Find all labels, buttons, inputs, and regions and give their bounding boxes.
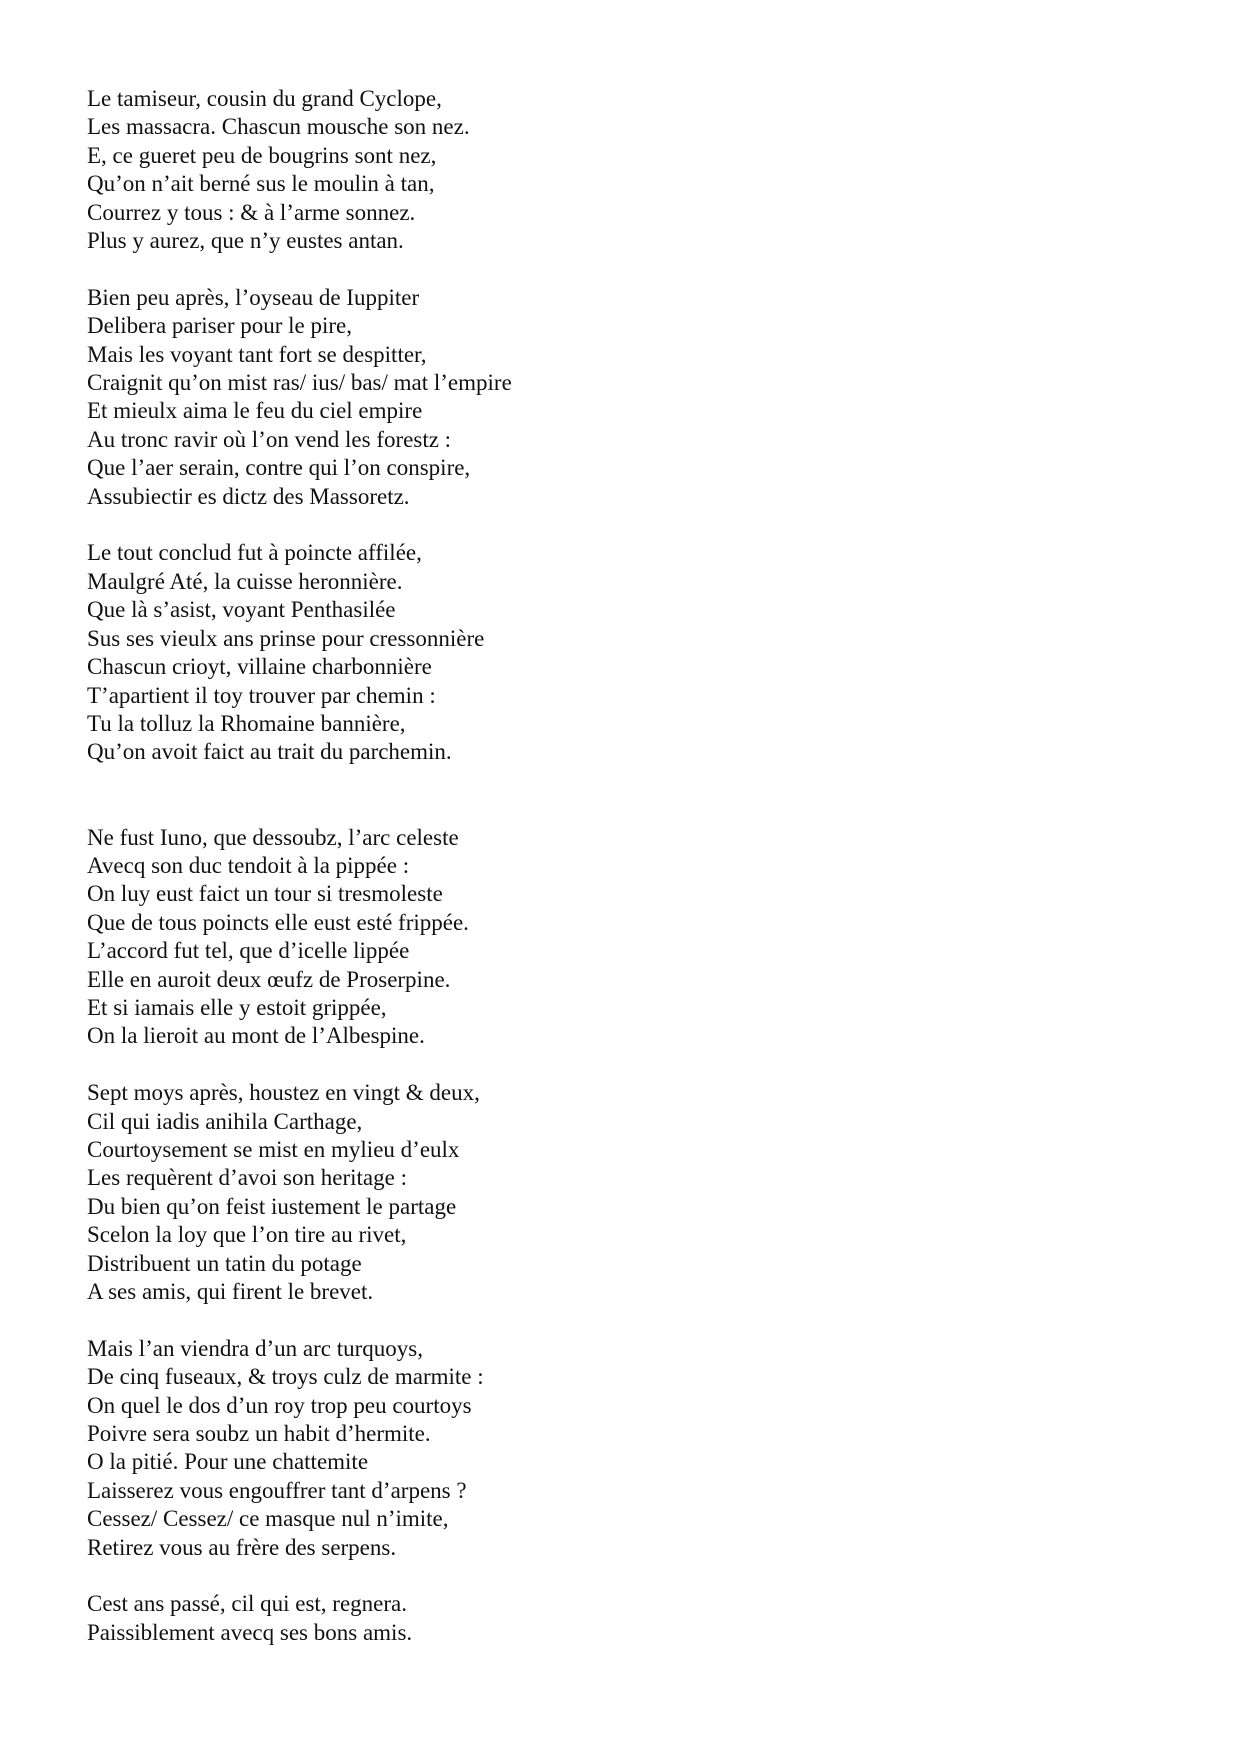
verse-line: On quel le dos d’un roy trop peu courtoys (87, 1392, 472, 1418)
verse-line: Mais l’an viendra d’un arc turquoys, (87, 1335, 423, 1361)
verse-line: Tu la tolluz la Rhomaine bannière, (87, 710, 406, 736)
verse-line: De cinq fuseaux, & troys culz de marmite : (87, 1364, 484, 1390)
verse-line: Distribuent un tatin du potage (87, 1250, 362, 1276)
verse-line: Courrez y tous : & à l’arme sonnez. (87, 199, 416, 225)
verse-line: T’apartient il toy trouver par chemin : (87, 682, 436, 708)
verse-line: Assubiectir es dictz des Massoretz. (87, 483, 410, 509)
stanza-4 (87, 824, 1167, 1051)
verse-line: Courtoysement se mist en mylieu d’eulx (87, 1136, 460, 1162)
verse-line: Qu’on n’ait berné sus le moulin à tan, (87, 171, 435, 197)
verse-line: Les requèrent d’avoi son heritage : (87, 1165, 407, 1191)
verse-line: Avecq son duc tendoit à la pippée : (87, 852, 410, 878)
verse-line: Cil qui iadis anihila Carthage, (87, 1108, 363, 1134)
stanza-1 (87, 85, 1167, 255)
verse-line: Maulgré Até, la cuisse heronnière. (87, 568, 403, 594)
verse-line: Le tamiseur, cousin du grand Cyclope, (87, 86, 442, 111)
verse-line: Elle en auroit deux œufz de Proserpine. (87, 966, 451, 992)
verse-line: Ne fust Iuno, que dessoubz, l’arc celeste (87, 824, 459, 850)
verse-line: Que de tous poincts elle eust esté frippée. (87, 909, 469, 935)
verse-line: On luy eust faict un tour si tresmoleste (87, 881, 443, 907)
verse-line: Qu’on avoit faict au trait du parchemin. (87, 739, 452, 765)
verse-line: Que l’aer serain, contre qui l’on conspire, (87, 455, 471, 481)
verse-line: E, ce gueret peu de bougrins sont nez, (87, 142, 437, 168)
verse-line: A ses amis, qui firent le brevet. (87, 1279, 374, 1304)
verse-line: Laisserez vous engouffrer tant d’arpens ? (87, 1477, 467, 1503)
verse-line: Le tout conclud fut à poincte affilée, (87, 540, 422, 566)
verse-line: Craignit qu’on mist ras/ ius/ bas/ mat l’empire (87, 370, 512, 396)
verse-line: Sus ses vieulx ans prinse pour cressonnière (87, 625, 485, 651)
poem-text (87, 85, 1167, 1676)
verse-line: Au tronc ravir où l’on vend les forestz : (87, 426, 452, 452)
stanza-7 (87, 1590, 1167, 1647)
verse-line: Et si iamais elle y estoit grippée, (87, 994, 387, 1020)
verse-line: L’accord fut tel, que d’icelle lippée (87, 938, 410, 964)
verse-line: Poivre sera soubz un habit d’hermite. (87, 1421, 431, 1447)
verse-line: Paissiblement avecq ses bons amis. (87, 1619, 413, 1645)
verse-line: Sept moys après, houstez en vingt & deux, (87, 1080, 480, 1106)
stanza-2 (87, 284, 1167, 511)
verse-line: Les massacra. Chascun mousche son nez. (87, 114, 470, 140)
verse-line: Et mieulx aima le feu du ciel empire (87, 398, 423, 424)
stanza-6 (87, 1335, 1167, 1562)
verse-line: Delibera pariser pour le pire, (87, 313, 353, 339)
verse-line: On la lieroit au mont de l’Albespine. (87, 1023, 425, 1049)
verse-line: Cest ans passé, cil qui est, regnera. (87, 1591, 407, 1617)
verse-line: Chascun crioyt, villaine charbonnière (87, 654, 432, 680)
stanza-5 (87, 1079, 1167, 1306)
verse-line: Mais les voyant tant fort se despitter, (87, 341, 427, 367)
verse-line: Plus y aurez, que n’y eustes antan. (87, 228, 404, 254)
verse-line: Cessez/ Cessez/ ce masque nul n’imite, (87, 1506, 449, 1532)
verse-line: Bien peu après, l’oyseau de Iuppiter (87, 284, 420, 310)
verse-line: O la pitié. Pour une chattemite (87, 1449, 369, 1475)
verse-line: Que là s’asist, voyant Penthasilée (87, 597, 396, 623)
verse-line: Retirez vous au frère des serpens. (87, 1534, 397, 1560)
verse-line: Scelon la loy que l’on tire au rivet, (87, 1222, 407, 1248)
stanza-3 (87, 539, 1167, 766)
verse-line: Du bien qu’on feist iustement le partage (87, 1193, 457, 1219)
